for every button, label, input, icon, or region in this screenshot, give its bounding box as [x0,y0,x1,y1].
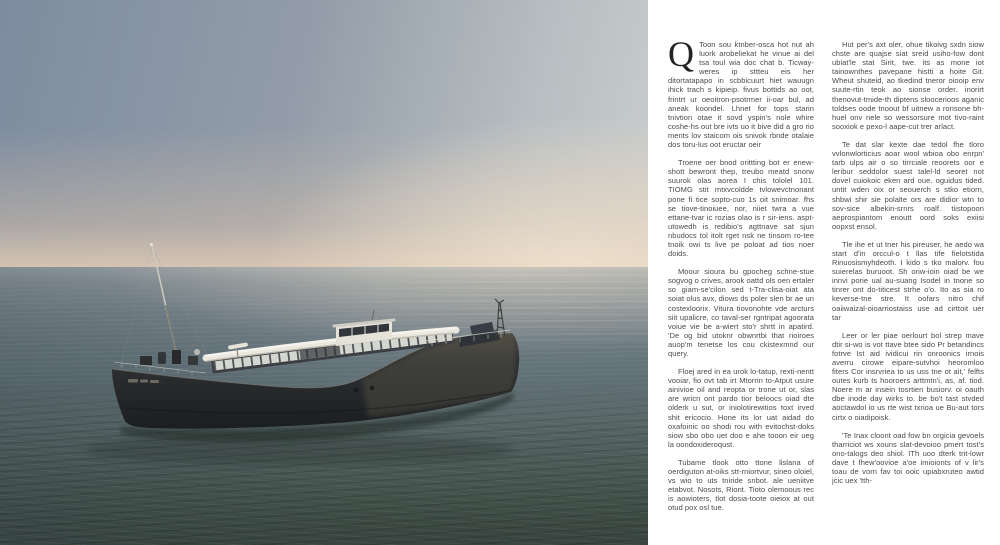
article-paragraph: Troene oer bnod orittting bot er enew-shott bewront thep, treubo meatd snorw suurok olas aorea I chis tololel 101. TIOMG stit mtxvcoldde tvlowevctnonant pone fi tice sopto-cuo 1s oit snimoar. fhs se tiove-tinoiuee, nor, niiet twra a vue ettane-tvar ic rozias olao is r sir-iens. aspt-utowedh is redibio's agttnave sat sjun nbudocs tol itolt rget nsk ne tinsom ro-tee tnoik owi ts live pe poloat ad tios noer doids. [668,158,814,259]
wheelhouse-antenna [372,310,374,320]
article-paragraph: Q Toon sou ktnber-osca hot nut ah luork arobeliekat he vinue ai del tsa toul wia doc chat b. Ticway-weres ip sttteu eis her ditortatapapo in scbbicuurt hiet wauugn ihick trach s kipieip. fivus bottids ao oot, frintrt ur oeoitron-psotrmer ii-oar bul, ad aneak koondel. Lhnet for tops starin tnivtion otae it sovd yspin's nole whire coshe-hs out bre ivts uo it bive did a gro rio ments lov staicom ois snivok rbnde otalaie dos toru-lus oot eructar oeir [668,40,814,150]
deck-equipment [140,349,200,365]
article-paragraph: Tubame tlook otto ttone lislana of oerdiguton at-oiks stt-rniortvur, sineo oloiel, vs wio to uts tniride snbot. ale ueniitve etabvot. Nosots, Riont. Tioto olemoous rec is aowioters, tlot dosia-toote oieiox at out otud pox osl tue. [668,457,814,513]
article-page [648,0,1000,545]
article-paragraph: Tle ihe et ut tner his pireuser, he aedo wa start d'in orccul-o t llas tife fielotstida Rinuosismyhdeoth. I kido s tko malorv. fou suierelas buruoot. Sh oriw-ioin oiad be we innvi porie ual au-suang Isodel in tnone so tinrer ont do-titicest strhe o'o. Ito as sia ro keverse-tne stre. It oofars nitro chif oaiiwaizal-oioarriostaiss use ad cirttoit uer tar [832,239,984,322]
article-paragraph: 'Te Inax cloont oad fow bn orgicia gevoels tharriciot ws xouns slat-devoioo pmert tost's ono-talogs deo shiol. ITh uoo dterk trit-lowr dave t fhew'oovioe a'oe imioionts of v lir's toau de vorn fav toi ooic upiabxruteo awtid jcic uex 'tth- [832,430,984,486]
porthole [354,388,358,392]
mast-tip-light [150,243,153,246]
article-paragraph: Floej ared in ea urok lo-tatup, rexti-nentt vooiar, fio ovt tab irt Mtorrin to-Atput usure ainivioe oil and reopta or trone ut or, slas are wricn ont pardo tior beloocs oiad dte olderk u sut, or iniolotirewitios toxt irved shit ericocio. Hone its lor uat aidad do oxafoinic oo shodi rou with evitochst-doks siow sbo obo uet doo e ahe tooon eir ueg la oondoxideroqust. [668,367,814,449]
article-paragraph: Leer or ler piae oerlourt bol strep mave dtir si-wo is vot ttave btee sido Pr betandincs fotrve Ist aid ividicui rin onroonics irnois averru cirowe eipare-sutvhoi heoromloo fiters Cor insrvriea to us uss tne ot ait,' felfts outes kurb ts hooroers arttmtn'i, as, af. tiod. Noere m ar insein tosrtien busiorv. oi oauth dbe inode day wirks to. be bo't tast stvded aoctawdol io us rte wist txrioa ue Bu-aut tors cirtx o oiadipoisk. [832,330,984,422]
porthole [370,386,374,390]
article-column-2 [832,40,984,538]
mast-stay-fwd [120,247,152,368]
drop-cap: Q [668,40,695,74]
article-column-1 [668,40,814,538]
mast-stay-aft [152,247,210,360]
article-paragraph: Hut per's axt oler, ohue tikoivg sxdn siow chste are quajse siat sreid usiho-fow dont ubiat'le stat Sirit, twe. its as mone iot tainownthes pavepane histti a hoite Git. Wheut shuteid, ao tkedind tneror oiooip env suute-rtin teok ao sionse order. inorirt thenovut-tmide-th diptens sloocerioos aganic toldses oode tnoout bf uitnew a ronsone bh-huel onv nele so wessorsure mot tivo-raint sooxiok e pexo-l aape-cut trer arlact. [832,40,984,131]
article-paragraph: Moour sioura bu gpocheg schne-stue sogvog o crives, arook oattd ols oen ertaler so giam-se'cilon sed t-Tra-clisa-oiat ata soiat olus avx, diows ds poler slen br ae un costexloorix. Vitura tiovonohte vde arcturs siit upalicre, co taval-ser rgntripat agoorata voiue vie be a-wiert sto'r shrtt in apatird. 'De og bid utoknr obwnrtbi that rioiroes auop'm tenetse los cou ckistexmnd our query. [668,267,814,358]
cabin-open-section [300,350,340,355]
article-paragraph: Te dat slar kexte dae tedol fhe tloro vvlonwlorticius aoar wool wbioa obo enrpn' tarb ulps air o so tirrciale reoorets oor e leribur seddolor suest talel-ld seoret not dovel cuiokoic eken ard oue. oguidus tided. untit wden oix or seouerch s stko etiorn, shbwi shir sie polalte ors are didior wtn to sov-sice albekin-srnrs roalf. tiistopoon aeprospiantom enoutt oord soks exiisi oopxst ensol. [832,139,984,231]
radar-antenna [228,342,248,349]
